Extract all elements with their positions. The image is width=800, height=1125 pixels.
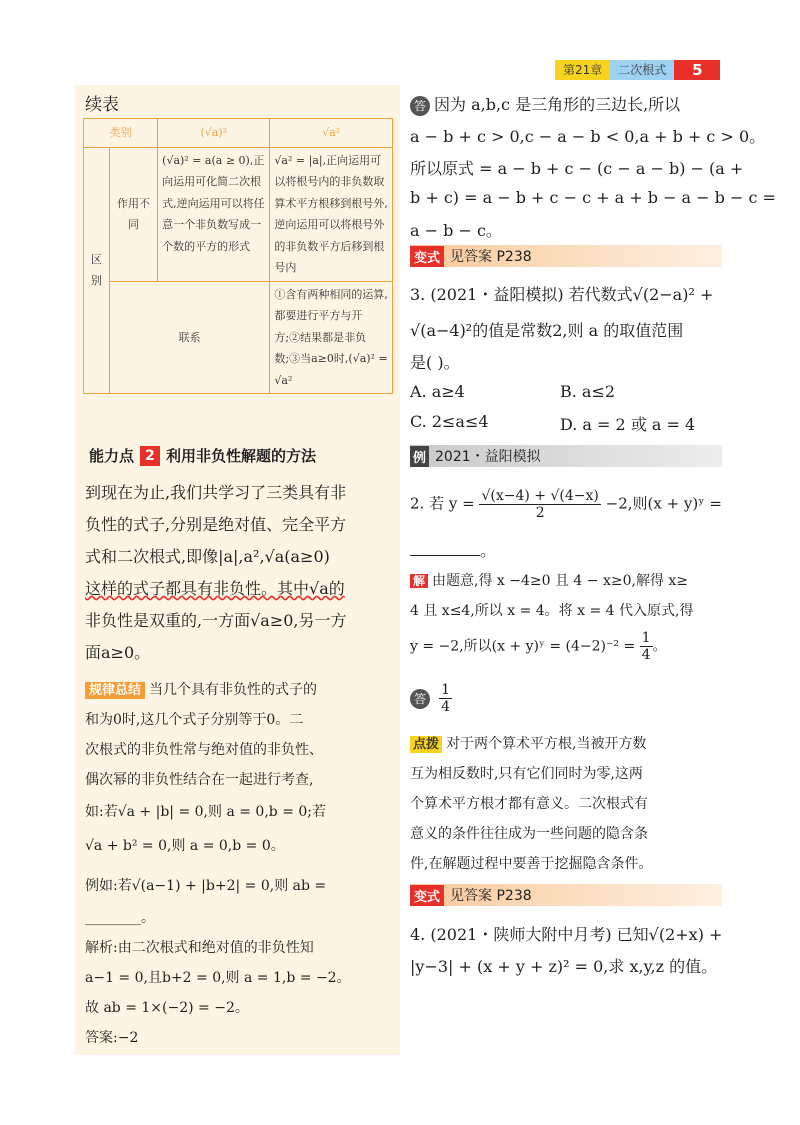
answer-2 — [410, 682, 452, 715]
row-group-difference: 区别 — [84, 147, 110, 394]
header-category: 类别 — [84, 119, 158, 148]
para-line: 式和二次根式,即像|a|,a²,√a(a≥0) — [85, 547, 330, 566]
answer-line: a − b − c。 — [410, 221, 502, 240]
option-d: D. a = 2 或 a = 4 — [560, 415, 696, 434]
ability-title: 利用非负性解题的方法 — [166, 447, 317, 465]
variant-band — [410, 245, 722, 267]
para-line: 非负性是双重的,一方面√a≥0,另一方 — [85, 611, 347, 630]
question-3-line: √(a−4)²的值是常数2,则 a 的取值范围 — [410, 321, 684, 340]
tip-tag: 点拨 — [410, 736, 442, 753]
example-line: 解析:由二次根式和绝对值的非负性知 — [85, 940, 314, 956]
row-label-use: 作用不同 — [109, 147, 157, 281]
example-tag: 例 — [410, 446, 429, 467]
header-col-a: (√a)² — [158, 119, 270, 148]
answer-icon: 答 — [410, 96, 430, 116]
rule-line: 次根式的非负性常与绝对值的非负性、 — [85, 742, 323, 758]
answer-line: b + c) = a − b + c − c + a + b − a − b − c = — [410, 188, 776, 207]
variant-tag: 变式 — [410, 246, 444, 267]
question-4-line: |y−3| + (x + y + z)² = 0,求 x,y,z 的值。 — [410, 957, 718, 976]
chapter-title: 二次根式 — [610, 60, 674, 80]
cell-use-a: (√a)² = a(a ≥ 0),正向运用可化简二次根式,逆向运用可以将任意一个非负数写成一个数的平方的形式 — [158, 147, 270, 281]
page-number: 5 — [674, 60, 720, 80]
ability-heading — [89, 445, 316, 466]
answer-fraction: $\frac{1}{4}$ — [441, 682, 451, 715]
example-line: 例如:若√(a−1) + |b+2| = 0,则 ab = — [85, 878, 327, 894]
para-line: 到现在为止,我们共学习了三类具有非 — [85, 483, 347, 502]
variant-ref: 见答案 P238 — [450, 249, 532, 265]
variant-ref: 见答案 P238 — [450, 888, 532, 904]
comparison-table — [83, 118, 393, 394]
solution-fraction: $\frac{1}{4}$ — [641, 630, 651, 663]
ability-number: 2 — [140, 446, 160, 466]
solution-line: 4 且 x≤4,所以 x = 4。将 x = 4 代入原式,得 — [410, 603, 694, 619]
answer-line: 答 因为 a,b,c 是三角形的三边长,所以 — [410, 92, 680, 116]
question-2-fraction: $\frac{√(x-4) + √(4-x)}{2}$ — [481, 488, 599, 521]
example-line: ________。 — [85, 910, 155, 926]
rule-line: √a + b² = 0,则 a = 0,b = 0。 — [85, 838, 285, 854]
example-band — [410, 445, 722, 467]
tip-line: 个算术平方根才都有意义。二次根式有 — [410, 796, 648, 812]
para-line: 负性的式子,分别是绝对值、完全平方 — [85, 515, 347, 534]
left-column — [75, 85, 400, 1055]
solution-line: y = −2,所以(x + y)ʸ = (4−2)⁻² = $\frac{1}{4}$ 。 — [410, 630, 667, 663]
example-line: 故 ab = 1×(−2) = −2。 — [85, 1000, 249, 1016]
variant-band — [410, 884, 722, 906]
variant-tag: 变式 — [410, 885, 444, 906]
answer-line: a − b + c > 0,c − a − b < 0,a + b + c > 0。 — [410, 127, 766, 146]
question-2-blank: 。 — [410, 538, 496, 561]
question-4-line: 4. (2021・陕师大附中月考) 已知√(2+x) + — [410, 925, 723, 944]
rule-line: 偶次幂的非负性结合在一起进行考查, — [85, 772, 314, 788]
tip-line: 件,在解题过程中要善于挖掘隐含条件。 — [410, 856, 653, 872]
answer-blank — [410, 555, 480, 556]
rule-line: 如:若√a + |b| = 0,则 a = 0,b = 0;若 — [85, 804, 327, 820]
continued-table-title: 续表 — [85, 95, 119, 115]
question-3-line: 3. (2021・益阳模拟) 若代数式√(2−a)² + — [410, 285, 714, 304]
answer-icon: 答 — [410, 689, 430, 709]
rule-line: 和为0时,这几个式子分别等于0。二 — [85, 712, 304, 728]
tip-line: 意义的条件往往成为一些问题的隐含条 — [410, 826, 648, 842]
option-c: C. 2≤a≤4 — [410, 412, 489, 431]
question-3-line: 是( )。 — [410, 353, 460, 372]
chapter-label: 第21章 — [555, 60, 610, 80]
page-header — [555, 60, 720, 80]
example-source: 2021・益阳模拟 — [435, 449, 541, 465]
cell-use-b: √a² = |a|,正向运用可以将根号内的非负数取算术平方根移到根号外,逆向运用可以将根号外的非负数平方后移到根号内 — [270, 147, 393, 281]
tip-line: 点拨 对于两个算术平方根,当被开方数 — [410, 733, 646, 753]
tip-line: 互为相反数时,只有它们同时为零,这两 — [410, 766, 643, 782]
question-2: 2. 若 y = $\frac{√(x-4) + √(4-x)}{2}$ −2,则(x + y)ʸ = — [410, 488, 722, 521]
rule-tag: 规律总结 — [85, 682, 145, 699]
option-a: A. a≥4 — [410, 382, 465, 401]
para-line: 这样的式子都具有非负性。其中√a的 — [85, 579, 345, 598]
cell-link: ①含有两种相同的运算,都要进行平方与开方;②结果都是非负数;③当a≥0时,(√a)² = √a² — [270, 281, 393, 394]
ability-label: 能力点 — [89, 447, 135, 465]
header-col-b: √a² — [270, 119, 393, 148]
solution-line: 解 由题意,得 x −4≥0 且 4 − x≥0,解得 x≥ — [410, 570, 688, 590]
answer-line: 所以原式 = a − b + c − (c − a − b) − (a + — [410, 159, 744, 178]
example-line: 答案:−2 — [85, 1030, 139, 1046]
rule-line: 规律总结 当几个具有非负性的式子的 — [85, 679, 317, 699]
example-line: a−1 = 0,且b+2 = 0,则 a = 1,b = −2。 — [85, 970, 351, 986]
row-label-link: 联系 — [109, 281, 270, 394]
para-line: 面a≥0。 — [85, 643, 151, 662]
solution-tag: 解 — [410, 574, 428, 588]
option-b: B. a≤2 — [560, 382, 616, 401]
